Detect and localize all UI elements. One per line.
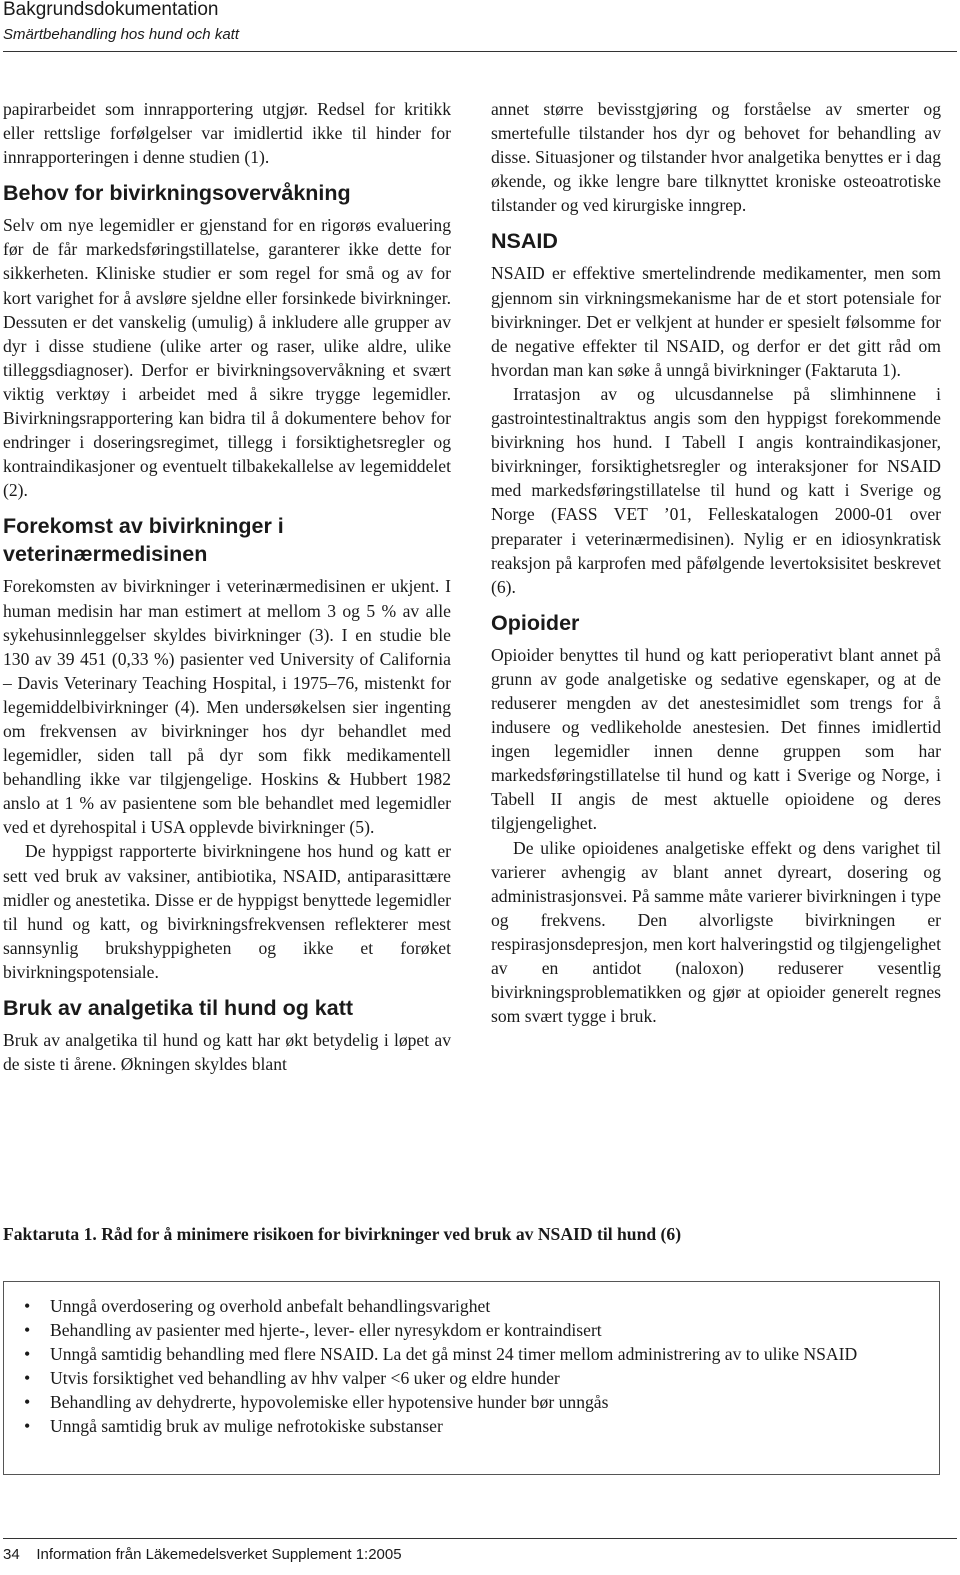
list-item-text: Unngå overdosering og overhold anbefalt behandlingsvarighet [50,1296,491,1316]
footer-divider [3,1538,957,1539]
list-item-text: Unngå samtidig behandling med flere NSAID. La det gå minst 24 timer mellom administrering av to ulike NSAID [50,1344,858,1364]
opioider-paragraph-2: De ulike opioidenes analgetiske effekt og dens varighet til varierer avhengig av blant annet dyreart, dosering og administrasjonsvei. På samme måte varierer bivirkningen i type og frekvens. Den alvorligste bivirkningen er respirasjonsdepresjon, men kort halveringstid og tilgjengelighet av en antidot (naloxon) reduserer vesentlig bivirkningsproblematikken og gjør at opioider generelt regnes som svært tygge i bruk. [491,837,941,1027]
section-heading-bruk: Bruk av analgetika til hund og katt [3,996,354,1020]
header-subtitle: Smärtbehandling hos hund och katt [3,26,239,43]
bullet-icon: • [24,1368,31,1388]
page-footer [3,1545,703,1565]
section-heading-behov: Behov for bivirkningsovervåkning [3,181,351,206]
nsaid-paragraph-1: NSAID er effektive smertelindrende medikamenter, men som gjennom sin virkningsmekanisme har de et stort potensiale for bivirkninger. Det er velkjent at hunder er spesielt følsomme for de negative effekter til NSAID, og derfor er det gitt råd om hvordan man kan søke å unngå bivirkninger (Faktaruta 1). [491,263,941,380]
bullet-icon: • [24,1344,31,1364]
faktaruta-title: Faktaruta 1. Råd for å minimere risikoen for bivirkninger ved bruk av NSAID til hund (6) [3,1224,682,1244]
section-heading-forekomst: Forekomst av bivirkninger i veterinærmedisinen [3,514,284,567]
opioider-paragraph-1: Opioider benyttes til hund og katt perioperativt blant annet på grunn av gode analgetiske og sedative egenskaper, og at de reduserer mengden av det anestesimidlet som trengs for å indusere og vedlikeholde anestesien. Det finnes imidlertid ingen legemidler innen denne gruppen som har markedsføringstillatelse til hund og katt i Sverige og Norge, i Tabell II angis de mest aktuelle opioidene og deres tilgjengelighet. [491,644,941,834]
section-heading-nsaid: NSAID [491,229,558,254]
right-column [491,97,941,1028]
left-intro-paragraph: papirarbeidet som innrapportering utgjør. Redsel for kritikk eller rettslige forfølgelser var imidlertid ikke til hinder for innrapporteringen i denne studien (1). [3,99,451,168]
nsaid-paragraph-2: Irratasjon av og ulcusdannelse på slimhinnene i gastrointestinaltraktus angis som den hyppigst forekommende bivirkning hos hund. I Tabell I angis kontraindikasjoner, bivirkninger, forsiktighetsregler og interaksjoner for NSAID med markedsføringstillatelse til hund og katt i Sverige og Norge (FASS VET ’01, Felleskatalogen 2000-01 over preparater i veterinærmedisinen). Nylig er en idiosynkratisk reaksjon på karprofen med påfølgende levertoksisitet beskrevet (6). [491,383,941,597]
faktaruta-box [3,1281,940,1475]
page-header [3,0,957,52]
forekomst-paragraph-2: De hyppigst rapporterte bivirkningene hos hund og katt er sett ved bruk av vaksiner, antibiotika, NSAID, antiparasittære midler og anestetika. Disse er de hyppigst benyttede legemidler til hund og katt, og bivirkningsfrekvensen reflekterer mest sannsynlig brukshyppigheten og ikke et forøket bivirkningspotensiale. [3,841,451,982]
bruk-paragraph: Bruk av analgetika til hund og katt har økt betydelig i løpet av de siste ti årene. Økningen skyldes blant [3,1030,451,1075]
list-item [24,1390,919,1414]
footer-text: Information från Läkemedelsverket Supplement 1:2005 [36,1546,402,1563]
list-item [24,1294,919,1318]
list-item [24,1342,919,1366]
list-item [24,1414,919,1438]
list-item-text: Behandling av dehydrerte, hypovolemiske eller hypotensive hunder bør unngås [50,1392,609,1412]
header-title: Bakgrundsdokumentation [3,0,219,20]
list-item-text: Unngå samtidig bruk av mulige nefrotokiske substanser [50,1416,443,1436]
right-intro-paragraph: annet større bevisstgjøring og forståelse av smerter og smertefulle tilstander hos dyr og behovet for behandling av disse. Situasjoner og tilstander hvor analgetika benyttes er i dag økende, og ikke lengre bare tilknyttet kroniske osteoatrotiske tilstander og ved kirurgiske inngrep. [491,99,941,216]
bullet-icon: • [24,1320,31,1340]
list-item-text: Behandling av pasienter med hjerte-, lever- eller nyresykdom er kontraindisert [50,1320,602,1340]
forekomst-paragraph-1: Forekomsten av bivirkninger i veterinærmedisinen er ukjent. I human medisin har man estimert at mellom 3 og 5 % av alle sykehusinnleggelser skyldes bivirkninger (3). I en studie ble 130 av 39 451 (0,33 %) pasienter ved University of California – Davis Veterinary Teaching Hospital, i 1975–76, mistenkt for legemiddelbivirkninger (4). Men undersøkelsen sier ingenting om frekvensen av bivirkninger hos dyr behandlet med legemidler, siden tall på dyr som fikk medikamentell behandling ikke var tilgjengelige. Hoskins & Hubbert 1982 anslo at 1 % av pasientene som ble behandlet med legemidler ved et dyrehospital i USA opplevde bivirkninger (5). [3,576,451,838]
bullet-icon: • [24,1392,31,1412]
section-heading-opioider: Opioider [491,610,580,635]
list-item [24,1366,919,1390]
list-item [24,1318,919,1342]
list-item-text: Utvis forsiktighet ved behandling av hhv valper <6 uker og eldre hunder [50,1368,560,1388]
faktaruta-list [24,1294,919,1438]
header-divider [3,51,957,52]
left-column [3,97,451,1076]
bullet-icon: • [24,1296,31,1316]
behov-paragraph: Selv om nye legemidler er gjenstand for en rigorøs evaluering før de får markedsføringstillatelse, garanterer ikke dette for sikkerheten. Kliniske studier er som regel for små og av for kort varighet for å avsløre sjeldne eller forsinkede bivirkninger. Dessuten er det vanskelig (umulig) å inkludere alle grupper av dyr i disse studiene (ulike arter og raser, ulike aldre, ulike tilleggsdiagnoser). Derfor er bivirkningsovervåkning et svært viktig verktøy i arbeidet med å sikre trygge legemidler. Bivirkningsrapportering kan bidra til å dokumentere behov for endringer i doseringsregimet, tillegg i forsiktighetsregler og kontraindikasjoner og eventuelt tilbakekallelse av legemiddelet (2). [3,215,451,501]
bullet-icon: • [24,1416,31,1436]
page-number: 34 [3,1546,20,1563]
